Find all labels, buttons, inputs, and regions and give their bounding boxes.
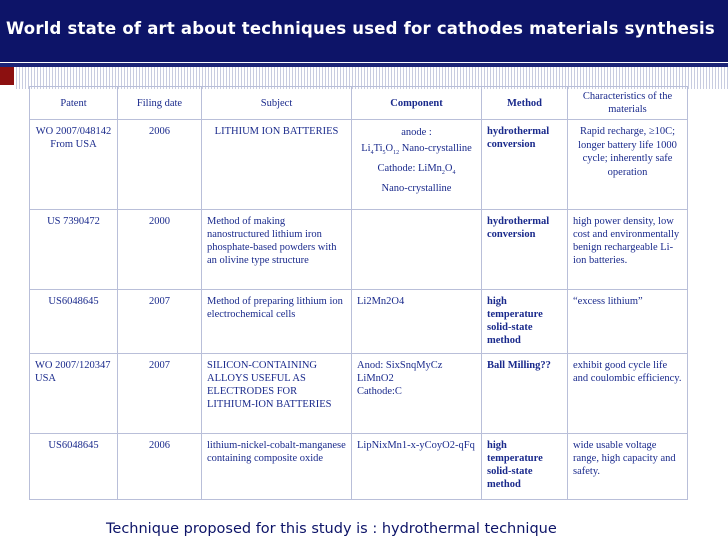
formula-subscript: 12 <box>393 150 400 157</box>
cell-filing-date: 2006 <box>118 434 202 500</box>
table-row <box>30 120 688 210</box>
cell-component <box>352 120 482 210</box>
table-row <box>30 354 688 434</box>
cell-filing-date: 2007 <box>118 354 202 434</box>
cell-method: high temperature solid-state method <box>482 290 568 354</box>
header-characteristics: Characteristics of the materials <box>568 87 688 120</box>
cell-subject: Method of preparing lithium ion electrochemical cells <box>202 290 352 354</box>
formula-part: Ti <box>373 143 383 154</box>
cell-characteristics: “excess lithium” <box>568 290 688 354</box>
header-component: Component <box>352 87 482 120</box>
slide-title: World state of art about techniques used for cathodes materials synthesis <box>6 19 715 38</box>
formula-part: O <box>385 143 394 154</box>
header-patent: Patent <box>30 87 118 120</box>
table-header-row <box>30 87 688 120</box>
cell-method: hydrothermal conversion <box>482 210 568 290</box>
cell-patent: US 7390472 <box>30 210 118 290</box>
cell-subject: LITHIUM ION BATTERIES <box>202 120 352 210</box>
cell-component <box>352 210 482 290</box>
cell-filing-date: 2007 <box>118 290 202 354</box>
cell-component: LipNixMn1-x-yCoyO2-qFq <box>352 434 482 500</box>
formula-part: O <box>444 163 453 175</box>
formula-subscript: 2 <box>441 170 445 177</box>
formula-part: Nano-crystalline <box>381 183 452 195</box>
cell-subject: lithium-nickel-cobalt-manganese containing composite oxide <box>202 434 352 500</box>
cell-method: hydrothermal conversion <box>482 120 568 210</box>
component-anode-label: anode : <box>401 127 432 138</box>
formula-part: Li <box>361 143 371 154</box>
formula-subscript: 4 <box>370 150 374 157</box>
cell-patent: US6048645 <box>30 290 118 354</box>
cell-subject: Method of making nanostructured lithium iron phosphate-based powders with an olivine type structure <box>202 210 352 290</box>
table-row <box>30 290 688 354</box>
cell-component: Li2Mn2O4 <box>352 290 482 354</box>
header-filing-date: Filing date <box>118 87 202 120</box>
cell-filing-date: 2006 <box>118 120 202 210</box>
table-row <box>30 434 688 500</box>
cell-patent: WO 2007/120347 USA <box>30 354 118 434</box>
formula-subscript: 4 <box>452 170 456 177</box>
cell-patent: WO 2007/048142 From USA <box>30 120 118 210</box>
cell-patent: US6048645 <box>30 434 118 500</box>
techniques-table <box>29 86 688 500</box>
cell-subject: SILICON-CONTAINING ALLOYS USEFUL AS ELECTRODES FOR LITHIUM-ION BATTERIES <box>202 354 352 434</box>
formula-part: Cathode: LiMn <box>377 163 442 175</box>
cell-characteristics: Rapid recharge, ≥10C; longer battery life 1000 cycle; inherently safe operation <box>568 120 688 210</box>
cell-characteristics: wide usable voltage range, high capacity and safety. <box>568 434 688 500</box>
cell-characteristics: high power density, low cost and environmentally benign rechargeable Li-ion batteries. <box>568 210 688 290</box>
red-accent-block <box>0 67 14 85</box>
cell-characteristics: exhibit good cycle life and coulombic efficiency. <box>568 354 688 434</box>
formula-part: Nano-crystalline <box>399 143 472 154</box>
table-row <box>30 210 688 290</box>
footer-note: Technique proposed for this study is : hydrothermal technique <box>106 521 557 537</box>
cell-method: high temperature solid-state method <box>482 434 568 500</box>
header-method: Method <box>482 87 568 120</box>
component-cathode: Cathode:C <box>357 386 402 397</box>
formula-subscript: 5 <box>382 150 386 157</box>
cell-component <box>352 354 482 434</box>
cell-filing-date: 2000 <box>118 210 202 290</box>
cell-method: Ball Milling?? <box>482 354 568 434</box>
header-subject: Subject <box>202 87 352 120</box>
component-anod: Anod: SixSnqMyCz LiMnO2 <box>357 360 443 384</box>
